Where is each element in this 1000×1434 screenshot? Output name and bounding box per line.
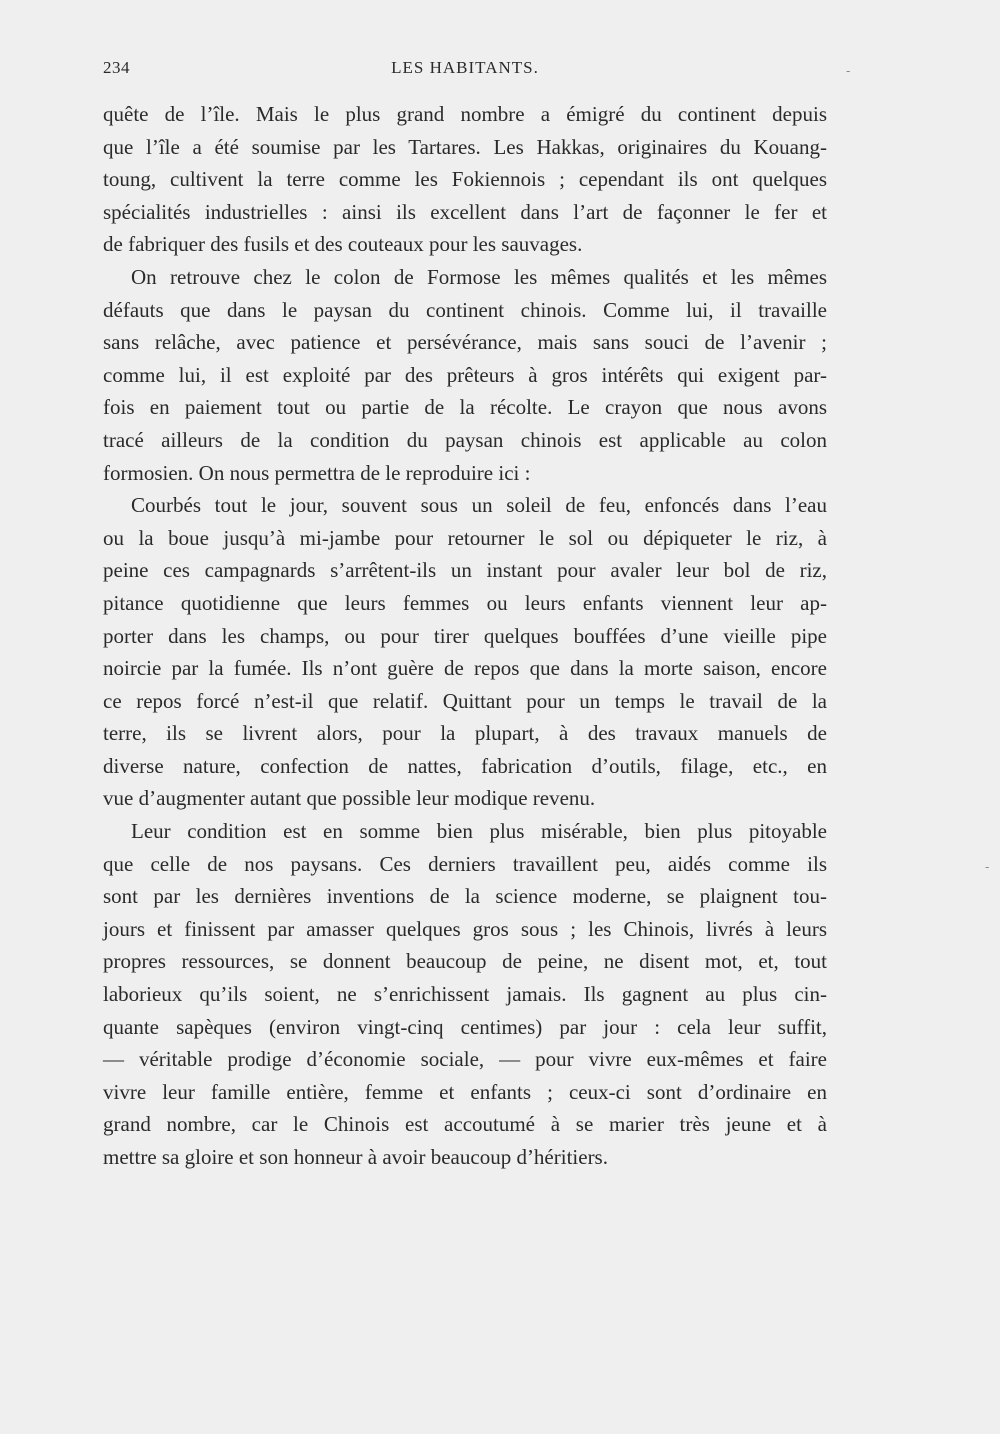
text-line: que celle de nos paysans. Ces derniers travaillent peu, aidés comme ils	[103, 851, 827, 876]
text-line: mettre sa gloire et son honneur à avoir beaucoup d’héritiers.	[103, 1145, 608, 1169]
running-head	[103, 58, 827, 82]
text-line: formosien. On nous permettra de le reproduire ici :	[103, 460, 531, 485]
text-line: quante sapèques (environ vingt-cinq centimes) par jour : cela leur suffit,	[103, 1014, 827, 1039]
text-line: ou la boue jusqu’à mi-jambe pour retourner le sol ou dépiqueter le riz, à	[103, 525, 827, 550]
text-line: de fabriquer des fusils et des couteaux pour les sauvages.	[103, 232, 583, 257]
text-line: spécialités industrielles : ainsi ils excellent dans l’art de façonner le fer et	[103, 199, 827, 224]
text-line: — véritable prodige d’économie sociale, — pour vivre eux-mêmes et faire	[103, 1047, 827, 1072]
margin-mark: -	[985, 860, 990, 874]
text-line: vivre leur famille entière, femme et enfants ; ceux-ci sont d’ordinaire en	[103, 1079, 827, 1104]
text-line: jours et finissent par amasser quelques gros sous ; les Chinois, livrés à leurs	[103, 916, 827, 941]
text-line: noircie par la fumée. Ils n’ont guère de repos que dans la morte saison, encore	[103, 656, 827, 681]
text-line: Leur condition est en somme bien plus misérable, bien plus pitoyable	[131, 819, 827, 844]
text-line: laborieux qu’ils soient, ne s’enrichissent jamais. Ils gagnent au plus cin-	[103, 982, 827, 1007]
text-line: que l’île a été soumise par les Tartares. Les Hakkas, originaires du Kouang-	[103, 134, 827, 159]
text-line: porter dans les champs, ou pour tirer quelques bouffées d’une vieille pipe	[103, 623, 827, 648]
text-line: tracé ailleurs de la condition du paysan chinois est applicable au colon	[103, 427, 827, 452]
text-line: ce repos forcé n’est-il que relatif. Quittant pour un temps le travail de la	[103, 688, 827, 713]
text-line: grand nombre, car le Chinois est accoutumé à se marier très jeune et à	[103, 1112, 827, 1137]
text-line: Courbés tout le jour, souvent sous un soleil de feu, enfoncés dans l’eau	[131, 493, 827, 518]
text-line: fois en paiement tout ou partie de la récolte. Le crayon que nous avons	[103, 395, 827, 420]
page-number: 234	[103, 58, 130, 77]
text-line: propres ressources, se donnent beaucoup de peine, ne disent mot, et, tout	[103, 949, 827, 974]
text-line: On retrouve chez le colon de Formose les mêmes qualités et les mêmes	[131, 264, 827, 289]
text-line: quête de l’île. Mais le plus grand nombre a émigré du continent depuis	[103, 102, 827, 126]
text-line: peine ces campagnards s’arrêtent-ils un instant pour avaler leur bol de riz,	[103, 558, 827, 583]
text-line: terre, ils se livrent alors, pour la plupart, à des travaux manuels de	[103, 721, 827, 746]
text-line: sont par les dernières inventions de la science moderne, se plaignent tou-	[103, 884, 827, 909]
running-title: LES HABITANTS.	[391, 58, 539, 77]
text-line: pitance quotidienne que leurs femmes ou leurs enfants viennent leur ap-	[103, 590, 827, 615]
text-line: sans relâche, avec patience et persévérance, mais sans souci de l’avenir ;	[103, 330, 827, 355]
text-line: défauts que dans le paysan du continent chinois. Comme lui, il travaille	[103, 297, 827, 322]
body-text	[103, 98, 827, 1174]
text-line: diverse nature, confection de nattes, fabrication d’outils, filage, etc., en	[103, 753, 827, 778]
margin-mark: -	[846, 64, 851, 78]
text-line: toung, cultivent la terre comme les Fokiennois ; cependant ils ont quelques	[103, 167, 827, 192]
text-line: vue d’augmenter autant que possible leur modique revenu.	[103, 786, 596, 811]
text-line: comme lui, il est exploité par des prêteurs à gros intérêts qui exigent par-	[103, 362, 827, 387]
